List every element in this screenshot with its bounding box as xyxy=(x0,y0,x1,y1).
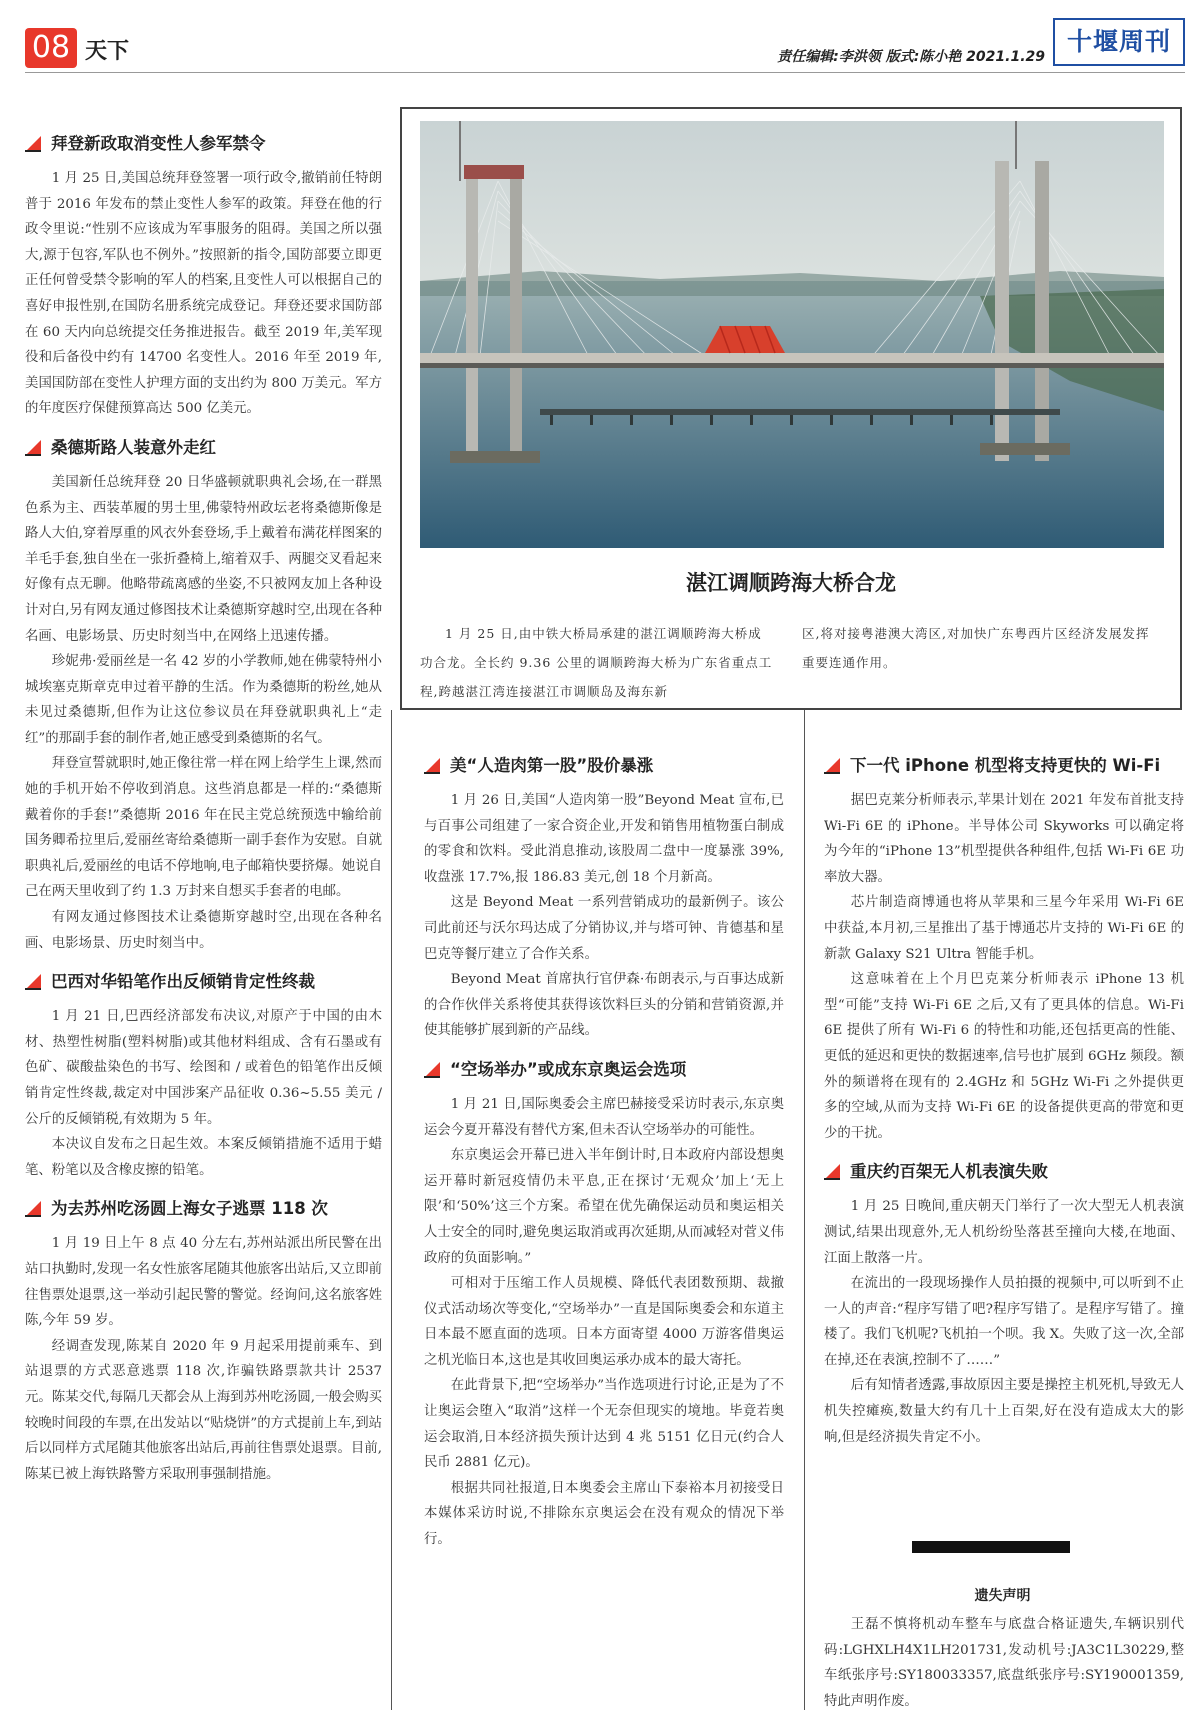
page-header xyxy=(25,18,1185,72)
article-paragraph: 1 月 21 日,国际奥委会主席巴赫接受采访时表示,东京奥运会今夏开幕没有替代方案,但未否认空场举办的可能性。 xyxy=(424,1096,784,1138)
article-paragraph: 后有知情者透露,事故原因主要是操控主机死机,导致无人机失控瘫痪,数量大约有几十上百架,好在没有造成太大的影响,但是经济损失肯定不小。 xyxy=(824,1378,1184,1445)
article-heading: 美“人造肉第一股”股价暴涨 xyxy=(424,754,784,778)
article-paragraph: Beyond Meat 首席执行官伊森·布朗表示,与百事达成新的合作伙伴关系将使其获得该饮料巨头的分销和营销资源,并使其能够扩展到新的产品线。 xyxy=(424,972,784,1039)
article-paragraph: 在流出的一段现场操作人员拍摄的视频中,可以听到不止一人的声音:“程序写错了吧?程序写错了。是程序写错了。撞楼了。我们飞机呢?飞机拍一个呗。我 X。失败了这一次,全部在掉,还在表演,控制不了……” xyxy=(824,1276,1184,1368)
masthead-logo: 十堰周刊 xyxy=(1053,18,1185,66)
heading-marker-icon xyxy=(424,758,440,774)
page-number: 08 xyxy=(25,28,77,68)
notice-title: 遗失声明 xyxy=(974,1588,1031,1604)
article-paragraph: 芯片制造商博通也将从苹果和三星今年采用 Wi-Fi 6E 中获益,本月初,三星推出了基于博通芯片支持的 Wi-Fi 6E 的新款 Galaxy S21 Ultra 智能手机。 xyxy=(824,895,1184,962)
column-divider xyxy=(804,710,805,1710)
article-paragraph: 珍妮弗·爱丽丝是一名 42 岁的小学教师,她在佛蒙特州小城埃塞克斯章克申过着平静的生活。作为桑德斯的粉丝,她从未见过桑德斯,但作为让这位参议员在拜登就职典礼上“走红”的那副手套的制作者,她正感受到桑德斯的名气。 xyxy=(25,654,382,746)
article-paragraph: 根据共同社报道,日本奥委会主席山下泰裕本月初接受日本媒体采访时说,不排除东京奥运会在没有观众的情况下举行。 xyxy=(424,1480,784,1548)
feature-caption-left: 1 月 25 日,由中铁大桥局承建的湛江调顺跨海大桥成功合龙。全长约 9.36 公里的调顺跨海大桥为广东省重点工程,跨越湛江湾连接湛江市调顺岛及海东新 xyxy=(420,626,773,699)
article-paragraph: 拜登宣誓就职时,她正像往常一样在网上给学生上课,然而她的手机开始不停收到消息。这些消息都是一样的:“桑德斯戴着你的手套!”桑德斯 2016 年在民主党总统预选中输给前国务卿希拉里后,爱丽丝寄给桑德斯一副手套作为安慰。自就职典礼后,爱丽丝的电话不停地响,电子邮箱快要挤爆。她说自己在两天里收到了约 1.3 万封来自想买手套者的电邮。 xyxy=(25,756,382,900)
heading-marker-icon xyxy=(25,1201,41,1217)
article-paragraph: 这意味着在上个月巴克莱分析师表示 iPhone 13 机型“可能”支持 Wi-Fi 6E 之后,又有了更具体的信息。Wi-Fi 6E 提供了所有 Wi-Fi 6 的特性和功能,还包括更高的性能、更低的延迟和更快的数据速率,信号也扩展到 6GHz 频段。额外的频谱将在现有的 2.4GHz 和 5GHz Wi-Fi 之外提供更多的空域,从而为支持 Wi-Fi 6E 的设备提供更高的带宽和更少的干扰。 xyxy=(824,972,1184,1141)
feature-photo-box xyxy=(400,107,1182,710)
article-heading: 桑德斯路人装意外走红 xyxy=(25,436,382,460)
section-title: 天下 xyxy=(85,39,130,64)
feature-caption-right: 区,将对接粤港澳大湾区,对加快广东粤西片区经济发展发挥重要连通作用。 xyxy=(802,626,1150,670)
article-paragraph: 据巴克莱分析师表示,苹果计划在 2021 年发布首批支持 Wi-Fi 6E 的 iPhone。半导体公司 Skyworks 可以确定将为今年的“iPhone 13”机型提供各种组件,包括 Wi-Fi 6E 功率放大器。 xyxy=(824,793,1184,885)
article-paragraph: 1 月 25 日晚间,重庆朝天门举行了一次大型无人机表演测试,结果出现意外,无人机纷纷坠落甚至撞向大楼,在地面、江面上散落一片。 xyxy=(824,1199,1184,1266)
heading-marker-icon xyxy=(25,974,41,990)
article-paragraph: 美国新任总统拜登 20 日华盛顿就职典礼会场,在一群黑色系为主、西装革履的男士里,佛蒙特州政坛老将桑德斯像是路人大伯,穿着厚重的风衣外套登场,手上戴着布满花样图案的羊毛手套,独自坐在一张折叠椅上,缩着双手、两腿交叉看起来好像有点无聊。他略带疏离感的坐姿,不只被网友加上各种设计对白,另有网友通过修图技术让桑德斯穿越时空,出现在各种名画、电影场景、历史时刻当中,在网络上迅速传播。 xyxy=(25,474,382,644)
middle-column xyxy=(424,748,784,1553)
article-heading: 拜登新政取消变性人参军禁令 xyxy=(25,132,382,156)
article-paragraph: 在此背景下,把“空场举办”当作选项进行讨论,正是为了不让奥运会堕入“取消”这样一个无奈但现实的境地。毕竟若奥运会取消,日本经济损失预计达到 4 兆 5151 亿日元(约合人民币 2881 亿元)。 xyxy=(424,1378,784,1471)
article-paragraph: 可相对于压缩工作人员规模、降低代表团数预期、裁撤仪式活动场次等变化,“空场举办”一直是国际奥委会和东道主日本最不愿直面的选项。日本方面寄望 4000 万游客借奥运之机光临日本,这也是其收回奥运承办成本的最大寄托。 xyxy=(424,1276,784,1368)
article-heading: 为去苏州吃汤圆上海女子逃票 118 次 xyxy=(25,1197,382,1221)
feature-title: 湛江调顺跨海大桥合龙 xyxy=(686,570,896,595)
article-heading: 巴西对华铅笔作出反倾销肯定性终裁 xyxy=(25,970,382,994)
article-paragraph: 1 月 25 日,美国总统拜登签署一项行政令,撤销前任特朗普于 2016 年发布的禁止变性人参军的政策。拜登在他的行政令里说:“性别不应该成为军事服务的阻碍。美国之所以强大,源于包容,军队也不例外。”按照新的指令,国防部要立即更正任何曾受禁令影响的军人的档案,且变性人可以根据自己的喜好申报性别,在国防名册系统完成登记。拜登还要求国防部在 60 天内向总统提交任务推进报告。截至 2019 年,美军现役和后备役中约有 14700 名变性人。2016 年至 2019 年,美国国防部在变性人护理方面的支出约为 800 万美元。军方的年度医疗保健预算高达 500 亿美元。 xyxy=(25,171,382,417)
right-column xyxy=(824,748,1184,1450)
article-heading: 重庆约百架无人机表演失败 xyxy=(824,1160,1184,1184)
article-paragraph: 经调查发现,陈某自 2020 年 9 月起采用提前乘车、到站退票的方式恶意逃票 118 次,诈骗铁路票款共计 2537 元。陈某交代,每隔几天都会从上海到苏州吃汤圆,一般会购买较晚时间段的车票,在出发站以“贴烧饼”的方式提前上车,到站后以同样方式尾随其他旅客出站后,再前往售票处退票。目前,陈某已被上海铁路警方采取刑事强制措施。 xyxy=(25,1338,382,1482)
article-paragraph: 这是 Beyond Meat 一系列营销成功的最新例子。该公司此前还与沃尔玛达成了分销协议,并与塔可钟、肯德基和星巴克等餐厅建立了合作关系。 xyxy=(424,895,784,962)
article-paragraph: 1 月 26 日,美国“人造肉第一股”Beyond Meat 宣布,已与百事公司组建了一家合资企业,开发和销售用植物蛋白制成的零食和饮料。受此消息推动,该股周二盘中一度暴涨 39%,收盘涨 17.7%,报 186.83 美元,创 18 个月新高。 xyxy=(424,793,784,885)
left-column xyxy=(25,126,382,1487)
article-paragraph: 1 月 21 日,巴西经济部发布决议,对原产于中国的由木材、热塑性树脂(塑料树脂)或其他材料组成、含有石墨或有色矿、碳酸盐染色的书写、绘图和 / 或着色的铅笔作出反倾销肯定性终裁,裁定对中国涉案产品征收 0.36~5.55 美元 / 公斤的反倾销税,有效期为 5 年。 xyxy=(25,1009,382,1127)
article-heading: 下一代 iPhone 机型将支持更快的 Wi-Fi xyxy=(824,754,1184,778)
heading-marker-icon xyxy=(25,440,41,456)
article-paragraph: 1 月 19 日上午 8 点 40 分左右,苏州站派出所民警在出站口执勤时,发现一名女性旅客尾随其他旅客出站后,又立即前往售票处退票,这一举动引起民警的警觉。经询问,这名旅客姓陈,今年 59 岁。 xyxy=(25,1236,382,1329)
bridge-photo xyxy=(420,121,1164,548)
notice-box xyxy=(824,1612,1184,1714)
heading-marker-icon xyxy=(824,1164,840,1180)
notice-divider-bar xyxy=(912,1541,1070,1553)
bridge-illustration xyxy=(420,121,1164,548)
article-paragraph: 本决议自发布之日起生效。本案反倾销措施不适用于蜡笔、粉笔以及含橡皮擦的铅笔。 xyxy=(25,1137,382,1178)
article-paragraph: 东京奥运会开幕已进入半年倒计时,日本政府内部设想奥运开幕时新冠疫情仍未平息,正在探讨‘无观众’加上‘无上限’和‘50%’这三个方案。希望在优先确保运动员和奥运相关人士安全的同时,避免奥运取消或再次延期,从而减轻对菅义伟政府的负面影响。” xyxy=(424,1148,784,1266)
header-rule xyxy=(25,72,1185,73)
heading-marker-icon xyxy=(424,1062,440,1078)
article-heading: “空场举办”或成东京奥运会选项 xyxy=(424,1058,784,1082)
editor-credits: 责任编辑:李洪领 版式:陈小艳 2021.1.29 xyxy=(777,49,1045,65)
heading-marker-icon xyxy=(25,136,41,152)
heading-marker-icon xyxy=(824,758,840,774)
article-paragraph: 有网友通过修图技术让桑德斯穿越时空,出现在各种名画、电影场景、历史时刻当中。 xyxy=(25,910,382,951)
notice-text: 王磊不慎将机动车整车与底盘合格证遗失,车辆识别代码:LGHXLH4X1LH201731,发动机号:JA3C1L30229,整车纸张序号:SY180033357,底盘纸张序号:SY190001359,特此声明作废。 xyxy=(824,1617,1184,1709)
column-divider xyxy=(391,710,392,1710)
